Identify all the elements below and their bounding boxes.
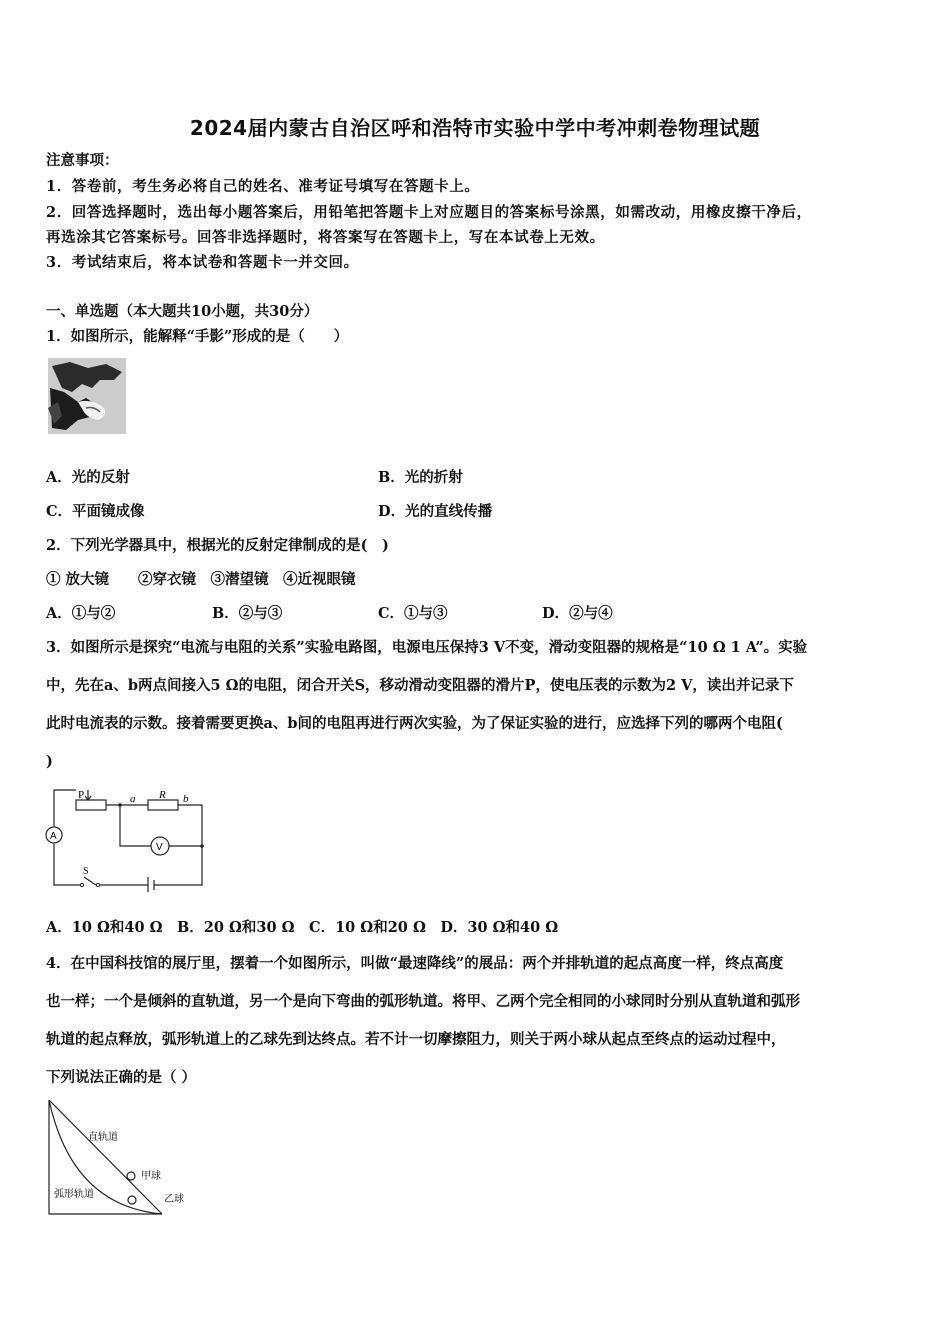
q4-line-1: 4．在中国科技馆的展厅里，摆着一个如图所示，叫做“最速降线”的展品：两个并排轨道的起点高度一样，终点高度 [46,955,784,972]
label-r: R [159,789,166,801]
q2-option-b: B．②与③ [212,605,283,622]
section-heading: 一、单选题（本大题共10小题，共30分） [46,303,319,320]
label-ball-b: 乙球 [164,1194,184,1205]
label-a: a [130,793,136,805]
circuit-diagram [44,782,210,892]
hand-shadow-image [48,358,126,434]
q2-option-d: D．②与④ [542,605,613,622]
label-ball-a: 甲球 [141,1171,161,1182]
q4-line-2: 也一样；一个是倾斜的直轨道，另一个是向下弯曲的弧形轨道。将甲、乙两个完全相同的小球同时分别从直轨道和弧形 [46,993,800,1010]
label-voltmeter: V [156,842,163,853]
q2-items: ① 放大镜 ②穿衣镜 ③潜望镜 ④近视眼镜 [46,571,356,588]
label-ammeter: A [50,831,57,842]
q1-option-c: C．平面镜成像 [46,503,145,520]
q2-stem: 2．下列光学器具中，根据光的反射定律制成的是( ) [46,537,389,554]
label-arc-track: 弧形轨道 [54,1189,94,1200]
q3-line-1: 3．如图所示是探究“电流与电阻的关系”实验电路图，电源电压保持3 V不变，滑动变阻器的规格是“10 Ω 1 A”。实验 [46,639,808,656]
q3-line-3: 此时电流表的示数。接着需要更换a、b间的电阻再进行两次实验，为了保证实验的进行，应选择下列的哪两个电阻( [46,715,783,732]
notice-item-1: 1．答卷前，考生务必将自己的姓名、准考证号填写在答题卡上。 [46,178,480,195]
notice-heading: 注意事项： [46,152,119,169]
track-diagram [44,1096,194,1222]
q3-line-4: ) [46,753,53,770]
page-title: 2024届内蒙古自治区呼和浩特市实验中学中考冲刺卷物理试题 [189,116,761,140]
q4-line-4: 下列说法正确的是（ ） [46,1069,197,1086]
q4-line-3: 轨道的起点释放，弧形轨道上的乙球先到达终点。若不计一切摩擦阻力，则关于两小球从起点至终点的运动过程中， [46,1031,786,1048]
label-b: b [183,793,189,805]
q1-option-d: D．光的直线传播 [378,503,493,520]
label-p: P [78,789,85,801]
q2-option-a: A．①与② [46,605,116,622]
q2-option-c: C．①与③ [378,605,448,622]
q1-option-b: B．光的折射 [378,469,463,486]
notice-item-3: 3．考试结束后，将本试卷和答题卡一并交回。 [46,254,359,271]
q1-option-a: A．光的反射 [46,469,130,486]
label-straight-track: 直轨道 [88,1132,118,1143]
q3-line-2: 中，先在a、b两点间接入5 Ω的电阻，闭合开关S，移动滑动变阻器的滑片P，使电压表的示数为2 V，读出并记录下 [46,677,794,694]
q1-stem: 1．如图所示，能解释“手影”形成的是（ ） [46,328,349,345]
notice-item-2-cont: 再选涂其它答案标号。回答非选择题时，将答案写在答题卡上，写在本试卷上无效。 [46,229,605,246]
label-switch: S [83,866,89,877]
q3-options: A．10 Ω和40 Ω B．20 Ω和30 Ω C．10 Ω和20 Ω D．30 Ω和40 Ω [46,919,559,936]
notice-item-2: 2．回答选择题时，选出每小题答案后，用铅笔把答题卡上对应题目的答案标号涂黑，如需改动，用橡皮擦干净后， [46,204,812,221]
